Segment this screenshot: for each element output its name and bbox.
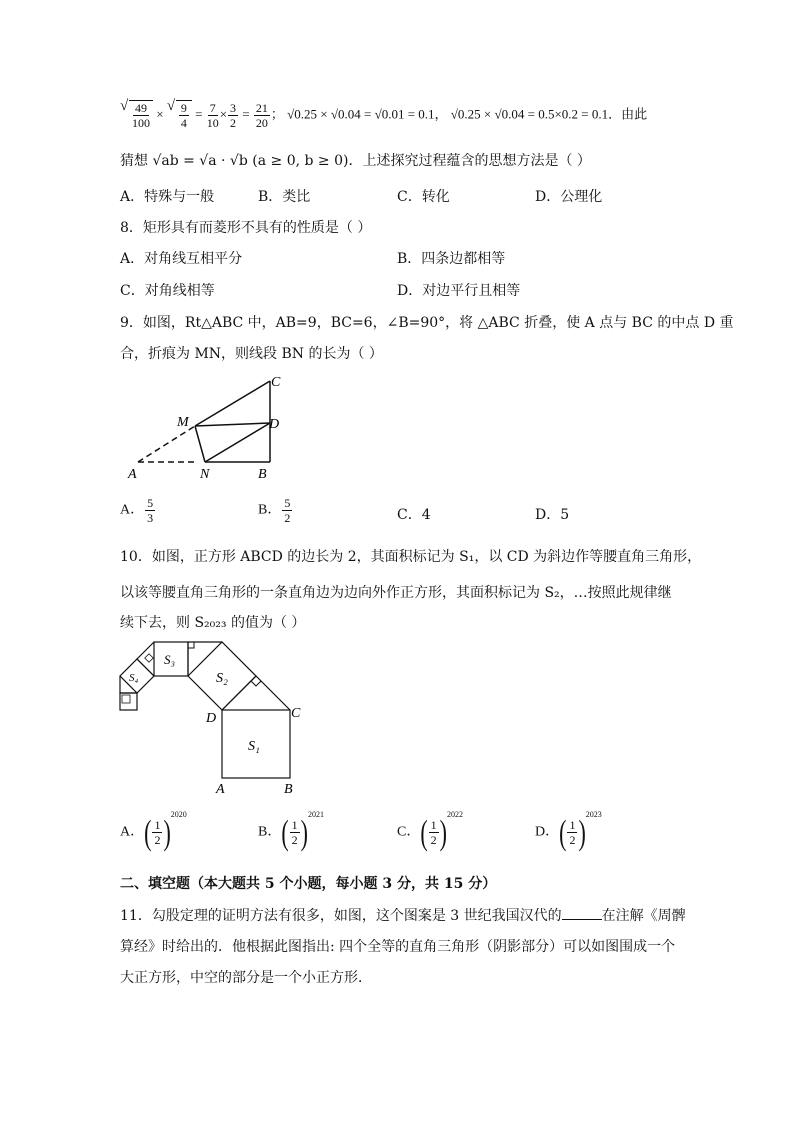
sqrt-sign: √ $\frac{9}{4}$	[176, 100, 192, 130]
q7-option-a[interactable]: A．特殊与一般	[120, 189, 215, 205]
section-heading: 二、填空题（本大题共 5 个小题，每小题 3 分，共 15 分）	[120, 876, 497, 892]
q10-stem-line1: 10．如图，正方形 ABCD 的边长为 2，其面积标记为 S₁，以 CD 为斜边作等腰直角三角形，	[120, 549, 702, 565]
right-angle-mark	[188, 642, 194, 648]
label-a: A	[128, 467, 137, 482]
label-b: B	[258, 467, 267, 482]
label-s1: S₁	[248, 739, 260, 754]
label-a: A	[216, 782, 225, 797]
segment-md	[195, 423, 270, 426]
q11-line2: 算经》时给出的．他根据此图指出: 四个全等的直角三角形（阴影部分）可以如图围成一个	[120, 939, 676, 955]
label-n: N	[200, 467, 210, 482]
square-s5	[120, 693, 137, 710]
q11-line3: 大正方形，中空的部分是一个小正方形．	[120, 970, 372, 986]
q7-option-c[interactable]: C．转化	[397, 189, 450, 205]
right-angle-mark	[251, 681, 261, 686]
right-angle-mark	[122, 695, 130, 703]
sqrt-sign: √ $\frac{49}{100}$	[129, 100, 153, 130]
fold-line-mn	[195, 426, 205, 462]
label-s3: S₃	[164, 652, 176, 667]
triangle-on-dc	[222, 676, 290, 710]
label-d: D	[206, 711, 217, 726]
q8-option-d[interactable]: D．对边平行且相等	[397, 283, 521, 299]
q10-stem-line3: 续下去，则 S₂₀₂₃ 的值为（ ）	[120, 615, 306, 631]
right-angle-mark	[145, 654, 153, 662]
q10-option-d[interactable]: D．( $\frac{1}{2}$ )$^{2023}$	[535, 810, 602, 852]
q9-option-a[interactable]: A． $\frac{5}{3}$	[120, 496, 154, 525]
label-c: C	[291, 706, 301, 721]
label-s4: S₄	[129, 672, 139, 684]
q8-option-c[interactable]: C．对角线相等	[120, 283, 215, 299]
segment-mc	[195, 381, 270, 426]
q9-triangle-figure	[120, 370, 300, 485]
label-d: D	[269, 417, 280, 432]
q10-option-a[interactable]: A．( $\frac{1}{2}$ )$^{2020}$	[120, 810, 187, 852]
q10-option-b[interactable]: B．( $\frac{1}{2}$ )$^{2021}$	[258, 810, 324, 852]
q11-line1: 11．勾股定理的证明方法有很多，如图，这个图案是 3 世纪我国汉代的 在注解《周髀	[120, 908, 686, 924]
q7-option-b[interactable]: B．类比	[258, 189, 311, 205]
q9-option-b[interactable]: B． $\frac{5}{2}$	[258, 496, 291, 525]
q7-line1: √ $\frac{49}{100}$ × √ $\frac{9}{4}$ = $\frac{7}{10}$ × $\frac{3}{2}$ = $\frac{21}{20}$ ； √0.25 × √0.04 = √0.01 = 0.1， √0.25 × √0.04 = 0.5×0.2 = 0.1．由此	[120, 100, 647, 130]
q8-stem: 8．矩形具有而菱形不具有的性质是（ ）	[120, 220, 372, 236]
q9-stem-line2: 合，折痕为 MN，则线段 BN 的长为（ ）	[120, 346, 383, 362]
q8-option-a[interactable]: A．对角线互相平分	[120, 251, 243, 267]
q9-option-d[interactable]: D．5	[535, 507, 570, 523]
q10-option-c[interactable]: C．( $\frac{1}{2}$ )$^{2022}$	[397, 810, 463, 852]
q9-option-c[interactable]: C．4	[397, 507, 431, 523]
label-c: C	[271, 375, 281, 390]
answer-blank[interactable]	[562, 907, 602, 920]
label-m: M	[177, 415, 189, 430]
label-s2: S₂	[216, 671, 228, 686]
q7-line2: 猜想 √ab = √a · √b (a ≥ 0, b ≥ 0)．上述探究过程蕴含的思想方法是（ ）	[120, 153, 591, 169]
q7-option-d[interactable]: D．公理化	[535, 189, 603, 205]
q10-squares-figure	[110, 638, 320, 800]
dashed-segment-am	[138, 426, 195, 462]
segment-nd	[205, 423, 270, 462]
q10-stem-line2: 以该等腰直角三角形的一条直角边为边向外作正方形，其面积标记为 S₂，…按照此规律继	[120, 585, 672, 601]
q8-option-b[interactable]: B．四条边都相等	[397, 251, 506, 267]
label-b: B	[284, 782, 293, 797]
q9-stem-line1: 9．如图，Rt△ABC 中，AB=9，BC=6，∠B=90°，将 △ABC 折叠，使 A 点与 BC 的中点 D 重	[120, 315, 734, 331]
